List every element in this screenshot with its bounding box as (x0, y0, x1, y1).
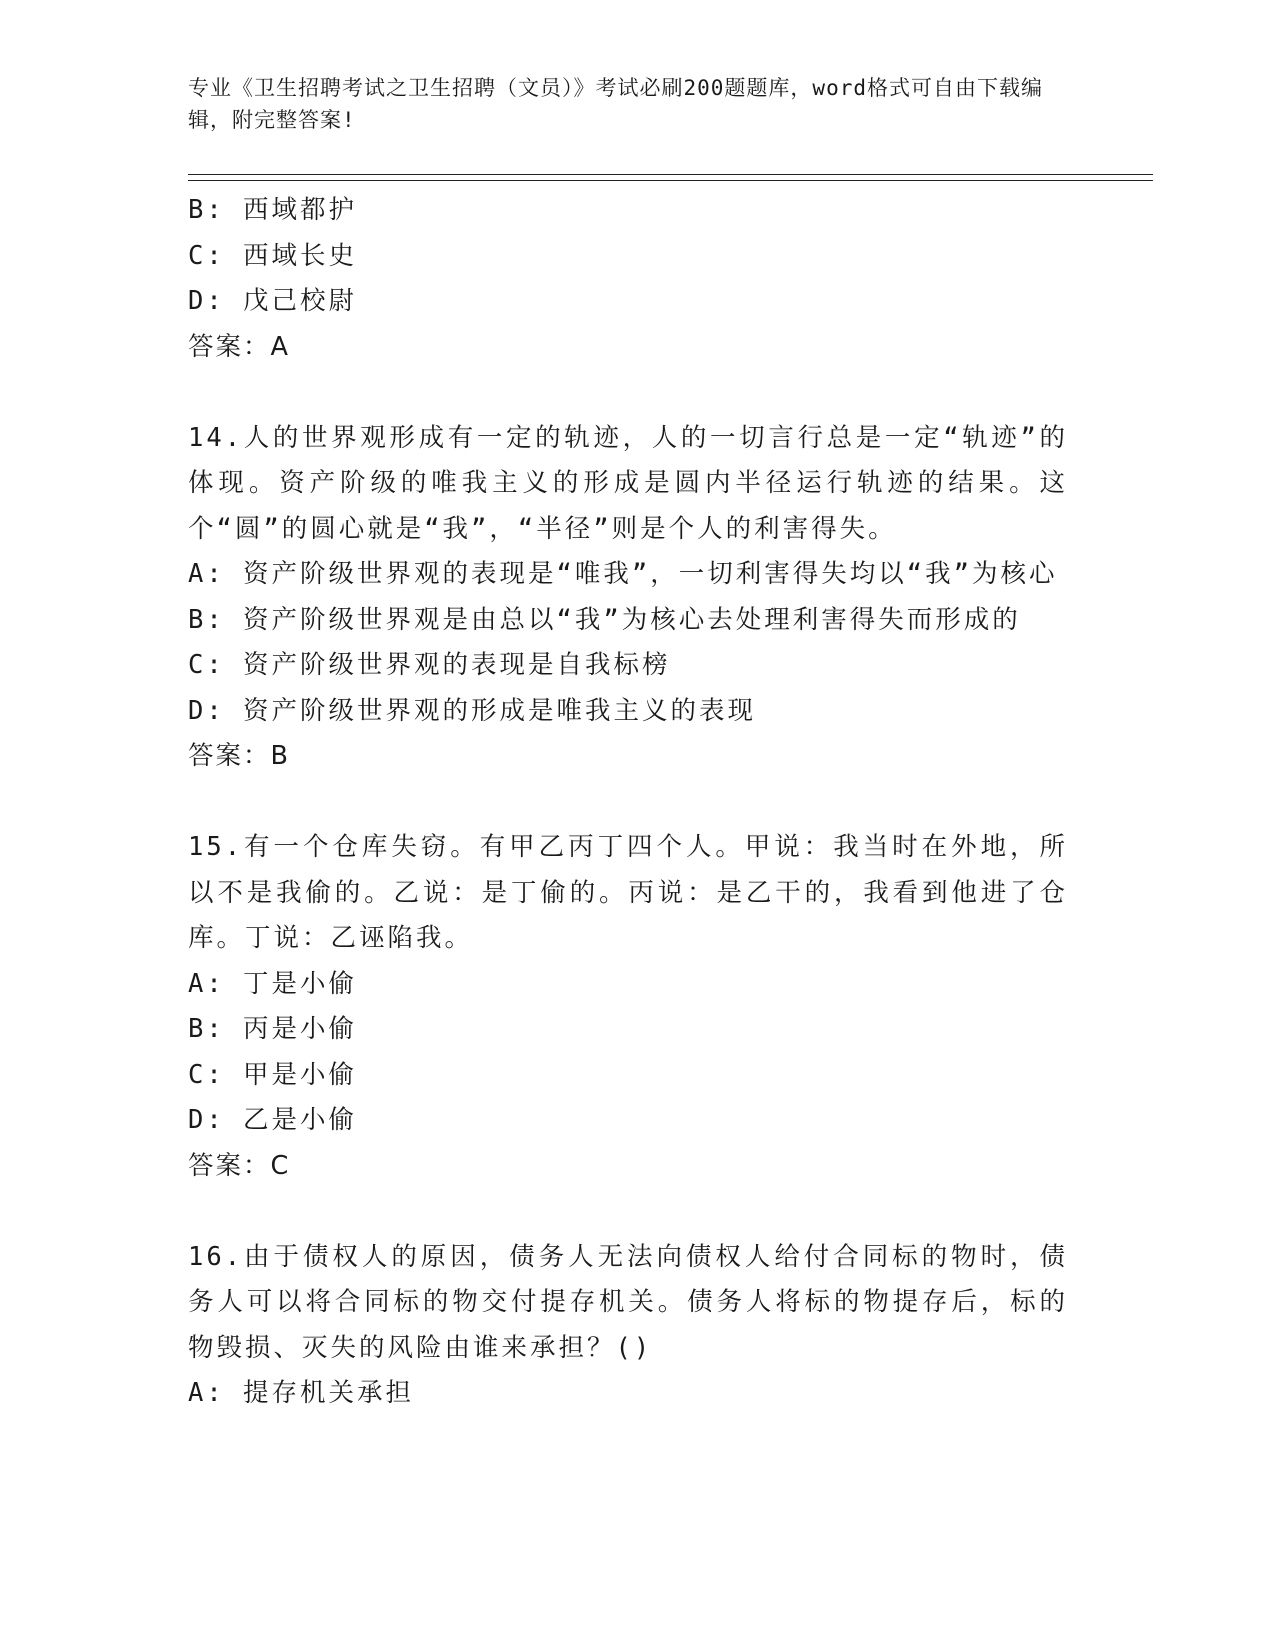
q13-answer: 答案：A (188, 331, 290, 362)
q15-option-d: D: 乙是小偷 (188, 1105, 358, 1135)
q15-option-a: A: 丁是小偷 (188, 968, 358, 999)
spacer (188, 1189, 1068, 1235)
spacer (188, 780, 1068, 826)
q15-option-b: B: 丙是小偷 (188, 1014, 358, 1044)
header-divider-top (188, 174, 1153, 175)
question-content (188, 188, 1068, 1417)
q16-question: 16.由于债权人的原因，债务人无法向债权人给付合同标的物时，债务人可以将合同标的物交付提存机关。债务人将标的物提存后，标的物毁损、灭失的风险由谁来承担？() (188, 1241, 1068, 1363)
header-divider-bottom (188, 180, 1153, 181)
document-header: 专业《卫生招聘考试之卫生招聘（文员）》考试必刷200题题库，word格式可自由下载编辑，附完整答案! (188, 76, 1043, 132)
q13-option-c: C: 西域长史 (188, 240, 358, 271)
q14-question: 14.人的世界观形成有一定的轨迹，人的一切言行总是一定“轨迹”的体现。资产阶级的唯我主义的形成是圆内半径运行轨迹的结果。这个“圆”的圆心就是“我”，“半径”则是个人的利害得失。 (188, 422, 1068, 544)
q16-option-a: A: 提存机关承担 (188, 1378, 415, 1408)
q14-option-c: C: 资产阶级世界观的表现是自我标榜 (188, 650, 671, 680)
q14-answer: 答案：B (188, 741, 290, 771)
q14-option-d: D: 资产阶级世界观的形成是唯我主义的表现 (188, 695, 757, 726)
spacer (188, 370, 1068, 416)
q15-option-c: C: 甲是小偷 (188, 1059, 358, 1090)
q13-option-b: B: 西域都护 (188, 195, 358, 225)
q13-option-d: D: 戊己校尉 (188, 286, 358, 316)
q15-answer: 答案：C (188, 1150, 291, 1181)
q15-question: 15.有一个仓库失窃。有甲乙丙丁四个人。甲说：我当时在外地，所以不是我偷的。乙说：是丁偷的。丙说：是乙干的，我看到他进了仓库。丁说：乙诬陷我。 (188, 832, 1068, 953)
q14-option-b: B: 资产阶级世界观是由总以“我”为核心去处理利害得失而形成的 (188, 604, 1021, 635)
q14-option-a: A: 资产阶级世界观的表现是“唯我”，一切利害得失均以“我”为核心 (188, 559, 1058, 589)
